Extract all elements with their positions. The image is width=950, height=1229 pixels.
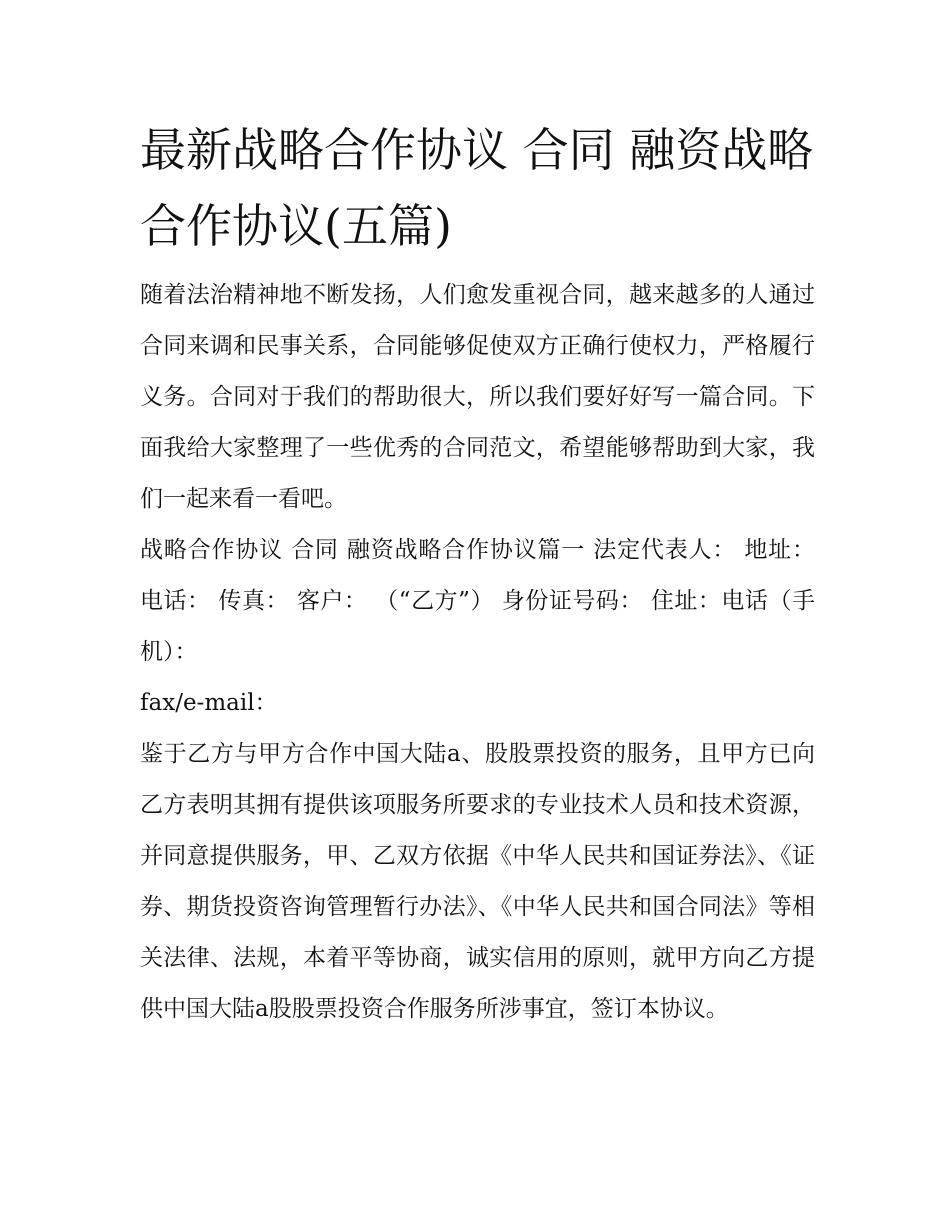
document-body (140, 112, 815, 1035)
contract-parties-paragraph: 战略合作协议 合同 融资战略合作协议篇一 法定代表人： 地址： 电话： 传真： 客户： （“乙方”） 身份证号码： 住址：电话（手机）： (140, 537, 815, 665)
intro-paragraph: 随着法治精神地不断发扬，人们愈发重视合同，越来越多的人通过合同来调和民事关系，合同能够促使双方正确行使权力，严格履行义务。合同对于我们的帮助很大，所以我们要好好写一篇合同。下面我给大家整理了一些优秀的合同范文，希望能够帮助到大家，我们一起来看一看吧。 (140, 282, 815, 512)
document-title: 最新战略合作协议 合同 融资战略合作协议(五篇) (140, 123, 814, 253)
fax-email-line: fax/e-mail： (140, 690, 278, 716)
agreement-preamble-paragraph: 鉴于乙方与甲方合作中国大陆a、股股票投资的服务，且甲方已向乙方表明其拥有提供该项服务所要求的专业技术人员和技术资源，并同意提供服务，甲、乙双方依据《中华人民共和国证券法》、《证券、期货投资咨询管理暂行办法》、《中华人民共和国合同法》等相关法律、法规，本着平等协商，诚实信用的原则，就甲方向乙方提供中国大陆a股股票投资合作服务所涉事宜，签订本协议。 (140, 741, 815, 1022)
